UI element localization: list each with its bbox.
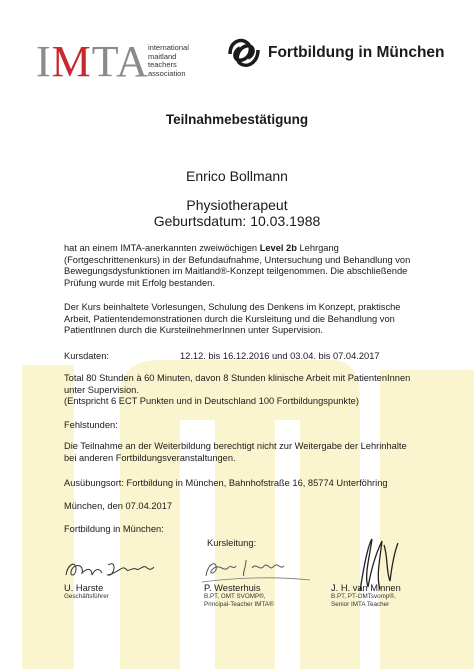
signatory-westerhuis: P. Westerhuis B.PT, OMT SVOMP®, Principal-Teacher IMTA® — [204, 583, 274, 608]
fortbildung-logo — [226, 36, 456, 72]
signature-harste — [62, 555, 158, 583]
course-location: Ausübungsort: Fortbildung in München, Bahnhofstraße 16, 85774 Unterföhring — [64, 478, 388, 488]
course-lead-label: Kursleitung: — [207, 538, 257, 548]
course-dates: Kursdaten: 12.12. bis 16.12.2016 und 03.04. bis 07.04.2017 — [64, 351, 380, 361]
course-description: hat an einem IMTA-anerkannten zweiwöchigen Level 2b Lehrgang (Fortgeschrittenenkurs) in der Befundaufnahme, Untersuchung und Behandlung von Bewegungsdysfunktionen im Maitland®-Konzept teilgenommen. Die abschließende Prüfung wurde mit Erfolg bestanden. — [64, 243, 411, 288]
knot-icon — [226, 36, 262, 70]
certificate-title: Teilnahmebestätigung — [165, 112, 309, 127]
participant-birthdate: Geburtsdatum: 10.03.1988 — [153, 213, 321, 229]
signatory-harste: U. Harste Geschäftsführer — [64, 583, 109, 600]
participant-name: Enrico Bollmann — [186, 168, 288, 184]
course-hours: Total 80 Stunden à 60 Minuten, davon 8 Stunden klinische Arbeit mit PatientenInnen unter Supervision. (Entspricht 6 ECT Punkten und in Deutschland 100 Fortbildungspunkte) — [64, 373, 411, 406]
participant-profession: Physiotherapeut — [186, 197, 288, 213]
place-date: München, den 07.04.2017 — [64, 501, 173, 511]
signatory-van-minnen: J. H. van Minnen B.PT, PT-OMTsvomp®, Senior IMTA Teacher — [331, 583, 401, 608]
imta-tagline: international maitland teachers association — [148, 43, 189, 78]
imta-logo — [36, 37, 236, 90]
organization-label: Fortbildung in München: — [64, 524, 164, 534]
course-level: Level 2b — [259, 243, 297, 253]
imta-wordmark: IMTA — [36, 37, 149, 86]
course-content: Der Kurs beinhaltete Vorlesungen, Schulung des Denkens im Konzept, praktische Arbeit, Patientendemonstrationen durch die Kursleitung und die Behandlung von PatientInnen durch die KursteilnehmerInnen unter Supervision. — [64, 302, 401, 335]
fortbildung-title: Fortbildung in München — [268, 44, 445, 61]
usage-notice: Die Teilnahme an der Weiterbildung berechtigt nicht zur Weitergabe der Lehrinhalte bei anderen Fortbildungsveranstaltungen. — [64, 441, 407, 463]
signature-westerhuis — [202, 554, 312, 584]
absence-hours: Fehlstunden: — [64, 420, 118, 430]
